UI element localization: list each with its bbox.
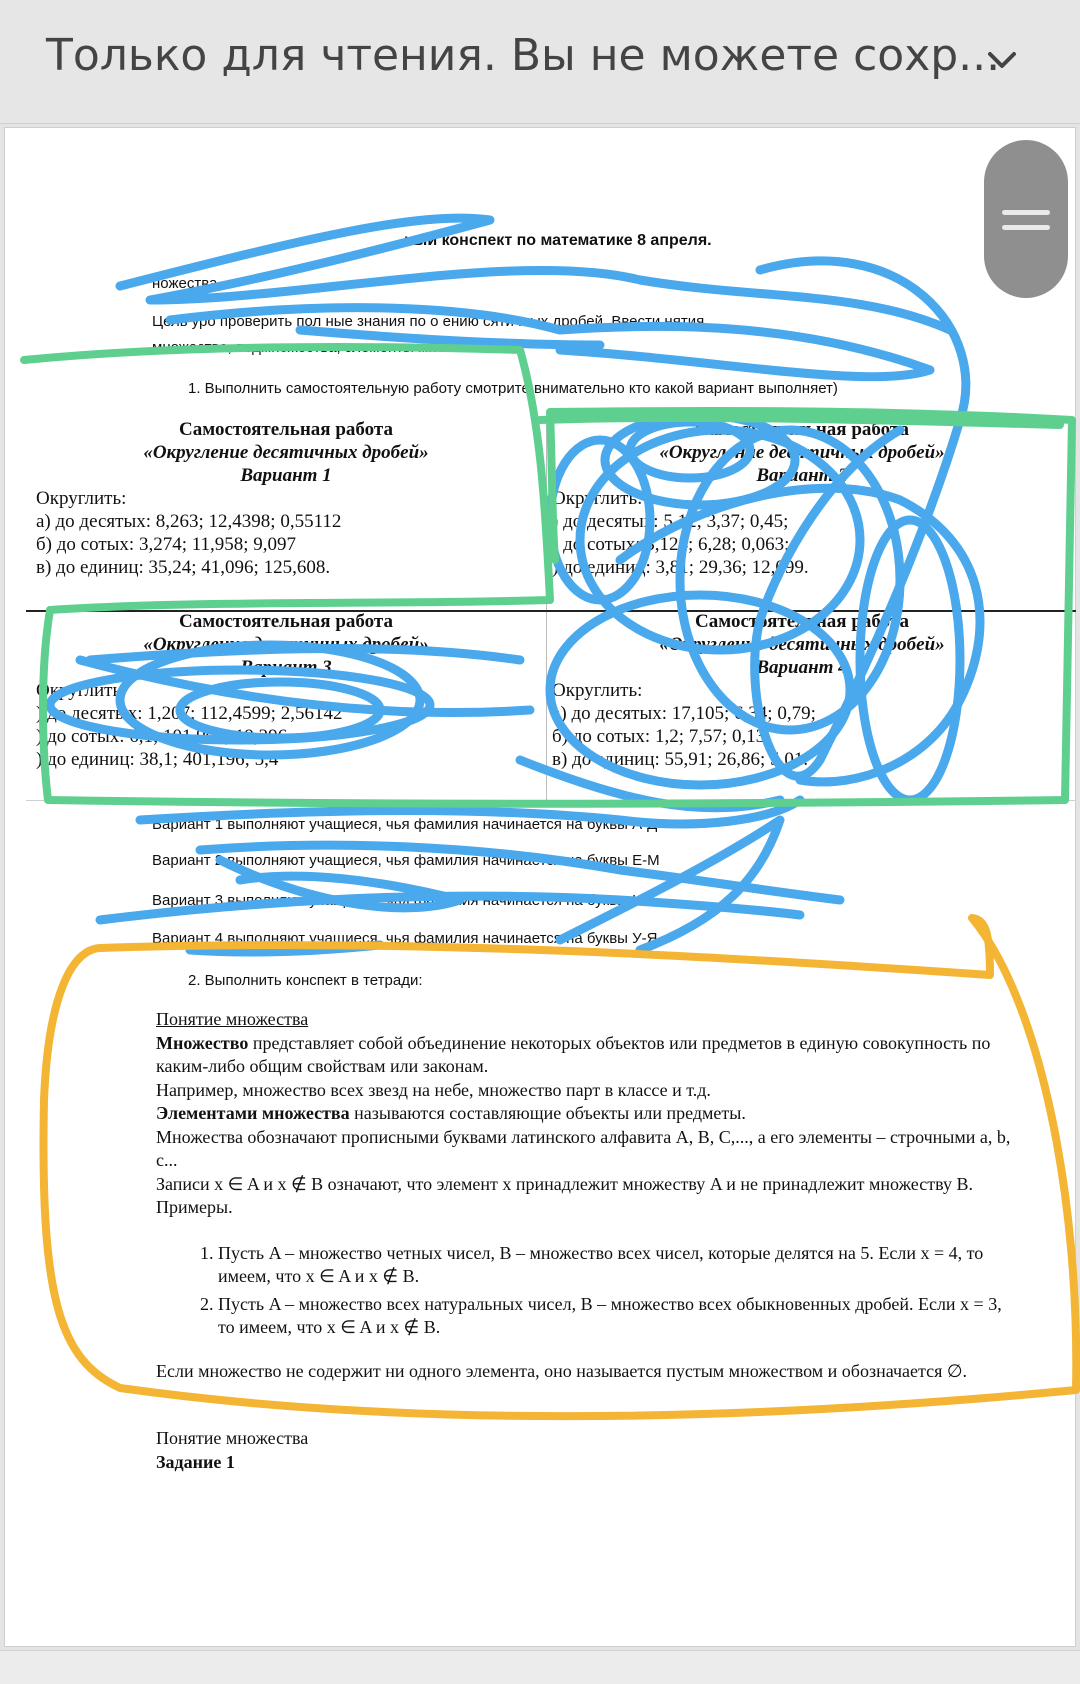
card-line: б) до сотых: 1,2; 7,57; 0,13; [552, 726, 771, 747]
theory-paragraph: Например, множество всех звезд на небе, множество парт в классе и т.д. [156, 1079, 711, 1100]
card-line: ) до десятых: 1,207; 112,4599; 2,56142 [36, 703, 343, 724]
example-item: 1. Пусть A – множество четных чисел, B – множество всех чисел, которые делятся на 5. Если x = 4, то имеем, что x ∈ A и x ∉ B. [218, 1242, 1016, 1289]
card-title: Самостоятельная работа [179, 611, 393, 632]
scroll-handle[interactable] [984, 140, 1068, 298]
task-2-instruction: 2. Выполнить конспект в тетради: [188, 972, 423, 989]
assignment-line: Вариант 4 выполняют учащиеся, чья фамилия начинается на буквы У-Я [152, 930, 658, 947]
cards-divider-vertical [546, 422, 547, 802]
theory-paragraph: Множества обозначают прописными буквами латинского алфавита A, B, C,..., а его элементы – строчными a, b, c... [156, 1126, 1011, 1170]
drag-lines-icon [1002, 210, 1050, 215]
card-subtitle: «Округление десятичных дробей» [659, 634, 945, 655]
example-item: 2. Пусть A – множество всех натуральных чисел, B – множество всех обыкновенных дробей. Если x = 3, то имеем, что x ∈ A и x ∉ B. [218, 1293, 1016, 1340]
card-line: ) до сотых: 6,1; 101,908; 19,296 [36, 726, 288, 747]
theory-paragraph: Примеры. [156, 1197, 233, 1217]
assignment-line: Вариант 3 выполняют учащиеся, чья фамилия начинается на буквы Н-Т [152, 892, 658, 909]
card-line: в) до единиц: 35,24; 41,096; 125,608. [36, 557, 331, 578]
examples-list [218, 1242, 1016, 1340]
task-1-instruction: 1. Выполнить самостоятельную работу смотрите внимательно кто какой вариант выполняет) [188, 380, 838, 397]
card-line: а) до десятых: 8,263; 12,4398; 0,55112 [36, 511, 342, 532]
card-variant: Вариант 1 [240, 465, 332, 486]
drag-lines-icon [1002, 225, 1050, 230]
card-line: Округлить: [36, 680, 127, 701]
card-line: Округлить: [552, 488, 643, 509]
variant-card-2 [552, 418, 1052, 579]
card-subtitle: «Округление десятичных дробей» [143, 442, 429, 463]
theory-paragraph [156, 1032, 1016, 1079]
bottom-toolbar [0, 1650, 1080, 1684]
card-variant: Вариант 4 [756, 657, 848, 678]
chevron-down-icon[interactable] [980, 38, 1024, 82]
variant-card-1 [36, 418, 536, 579]
card-variant: Вариант 3 [240, 657, 332, 678]
card-line: ) до десятых: 5,12; 3,37; 0,45; [552, 511, 789, 532]
theory-text: называются составляющие объекты или предметы. [349, 1103, 746, 1123]
theory-text: представляет собой объединение некоторых объектов или предметов в единую совокупность по каким-либо общим свойствам или законам. [156, 1032, 991, 1076]
card-subtitle: «Округление десятичных дробей» [659, 442, 945, 463]
card-title: Самостоятельная работа [695, 611, 909, 632]
readonly-banner[interactable] [0, 0, 1080, 124]
card-line: ) до единиц: 3,81; 29,36; 12,099. [552, 557, 809, 578]
card-variant: Вариант 2 [756, 465, 848, 486]
card-line: Округлить: [552, 680, 643, 701]
theory-paragraph [156, 1102, 1016, 1126]
document-topic: ножества. [152, 275, 222, 292]
theory-paragraph: Записи x ∈ A и x ∉ B означают, что элемент x принадлежит множеству A и не принадлежит множеству B. [156, 1173, 973, 1194]
card-line: Округлить: [36, 488, 127, 509]
card-subtitle: «Округление десятичных дробей» [143, 634, 429, 655]
document-goal-line1: Цель уро проверить пол ные знания по о ению сятичных дробей. Ввести нятия [152, 313, 705, 330]
theory-heading-2: Понятие множества [156, 1428, 309, 1448]
readonly-banner-text: Только для чтения. Вы не можете сохр... [46, 30, 1001, 81]
card-line: б) до сотых: 3,274; 11,958; 9,097 [36, 534, 297, 555]
document-title: ный конспект по математике 8 апреля. [404, 232, 712, 249]
theory-heading: Понятие множества [156, 1009, 309, 1029]
assignment-line: Вариант 2 выполняют учащиеся, чья фамилия начинается на буквы Е-М [152, 852, 660, 869]
card-title: Самостоятельная работа [695, 419, 909, 440]
card-line: а) до десятых: 17,105; 6,34; 0,79; [552, 703, 816, 724]
card-line: в) до единиц: 55,91; 26,86; 5,01. [552, 749, 809, 770]
task-label: Задание 1 [156, 1451, 235, 1472]
document-goal-line2: множества, подмножества, элементы множе [152, 339, 464, 356]
variant-card-4 [552, 610, 1052, 771]
card-line: ) до единиц: 38,1; 401,196; 5,4 [36, 749, 279, 770]
card-line: ) до сотых: 3,124; 6,28; 0,063; [552, 534, 790, 555]
term-set: Множество [156, 1032, 249, 1053]
assignment-line: Вариант 1 выполняют учащиеся, чья фамилия начинается на буквы А-Д [152, 816, 658, 833]
variant-card-3 [36, 610, 536, 771]
cards-divider-bottom [26, 800, 1076, 801]
theory-section [156, 1008, 1016, 1474]
term-elements: Элементами множества [156, 1103, 350, 1123]
theory-paragraph: Если множество не содержит ни одного элемента, оно называется пустым множеством и обозначается ∅. [156, 1360, 968, 1381]
card-title: Самостоятельная работа [179, 419, 393, 440]
